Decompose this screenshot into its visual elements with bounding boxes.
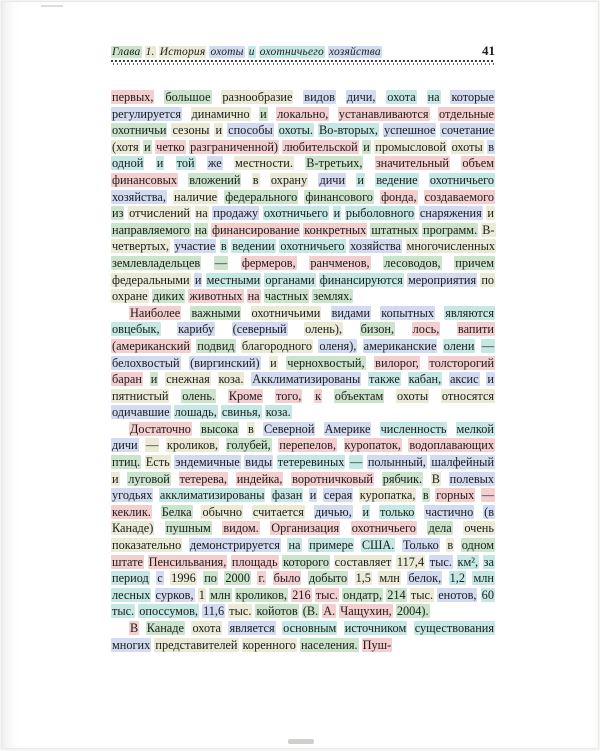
ocr-word-highlight: Во-вторых, — [319, 123, 378, 138]
ocr-word-highlight: охоты — [397, 388, 429, 403]
ocr-word-highlight: овцебык, — [112, 322, 160, 337]
ocr-word-highlight: серая — [323, 488, 353, 503]
ocr-word-highlight: мелкой — [456, 421, 495, 436]
ocr-word-highlight: полынный, — [367, 455, 426, 470]
ocr-word-highlight: и — [270, 355, 277, 370]
ocr-word-highlight: и — [215, 123, 223, 138]
ocr-word-highlight: белок, — [408, 571, 442, 586]
ocr-word-highlight: Кроме — [228, 388, 263, 403]
ocr-word-highlight: баран — [112, 372, 142, 387]
ocr-word-highlight: Наиболее — [130, 305, 181, 320]
ocr-word-highlight: с — [157, 571, 163, 586]
ocr-word-highlight: из — [112, 206, 124, 221]
ocr-word-highlight: и — [112, 471, 119, 486]
paragraph — [111, 89, 495, 305]
ocr-word-highlight: является — [229, 621, 275, 635]
ocr-word-highlight: дичи — [319, 172, 346, 187]
ocr-word-highlight: 1996 — [171, 571, 196, 586]
ocr-word-highlight: землевладельцев — [112, 255, 201, 270]
ocr-word-highlight: Есть — [145, 455, 170, 470]
ocr-word-highlight: — — [481, 488, 495, 503]
ocr-word-highlight: местности. — [235, 156, 293, 171]
ocr-word-highlight: 117,4 — [396, 554, 425, 569]
ocr-word-highlight: — — [349, 455, 363, 470]
ocr-word-highlight: являются — [445, 305, 495, 320]
ocr-word-highlight: дичи — [112, 438, 138, 453]
ocr-word-highlight: пятнистый — [112, 388, 169, 403]
ocr-word-highlight: объектам — [334, 388, 384, 403]
ocr-word-highlight: акклиматизированы — [159, 488, 265, 503]
ocr-word-highlight: горных — [436, 488, 475, 503]
paragraph — [111, 305, 495, 421]
ocr-word-highlight: хозяйства, — [112, 189, 166, 204]
ocr-word-highlight: млн — [210, 587, 231, 602]
ocr-word-highlight: 1,5 — [355, 571, 371, 586]
ocr-word-highlight: птиц. — [112, 455, 141, 470]
ocr-word-highlight: и — [248, 46, 255, 58]
chapter-title — [111, 46, 382, 58]
ocr-word-highlight: органами — [265, 272, 315, 287]
ocr-word-highlight: 1 — [198, 587, 205, 602]
ocr-word-highlight: карибу — [178, 322, 215, 337]
ocr-word-highlight: наличие — [174, 189, 218, 204]
ocr-word-highlight: охотничьего — [280, 239, 345, 254]
ocr-word-highlight: пушным — [165, 521, 211, 536]
ocr-word-highlight: охота — [387, 90, 416, 104]
ocr-word-highlight: охотничьего — [351, 521, 416, 536]
ocr-word-highlight: 11,6 — [203, 604, 225, 619]
ocr-word-highlight: видов — [304, 90, 335, 104]
ocr-word-highlight: очень — [464, 521, 494, 536]
ocr-word-highlight: также — [369, 372, 400, 387]
ocr-word-highlight: Чащухин, — [340, 604, 392, 619]
ocr-word-highlight: землях. — [313, 289, 353, 304]
ocr-word-highlight: (В. — [302, 604, 319, 619]
ocr-word-highlight: куропатка, — [359, 488, 416, 503]
ocr-word-highlight: частично — [425, 504, 474, 519]
ocr-word-highlight: Только — [402, 538, 439, 553]
ocr-word-highlight: толсторогий — [429, 355, 495, 370]
ocr-word-highlight: и — [487, 206, 494, 221]
ocr-word-highlight: большое — [165, 90, 211, 104]
ocr-word-highlight: рябчик. — [382, 471, 423, 486]
ocr-word-highlight: и — [309, 488, 317, 503]
ocr-word-highlight: в — [248, 421, 254, 436]
ocr-word-highlight: млн — [379, 571, 400, 586]
ocr-word-highlight: штатных — [371, 222, 418, 237]
ocr-word-highlight: охотничьего — [259, 46, 324, 58]
ocr-word-highlight: многочисленных — [406, 239, 496, 254]
ocr-word-highlight: тыс. — [429, 554, 452, 569]
ocr-word-highlight: демонстрируется — [189, 538, 280, 553]
ocr-word-highlight: примере — [309, 538, 354, 553]
ocr-word-highlight: 60 — [481, 587, 494, 602]
ocr-word-highlight: федерального — [225, 189, 298, 204]
ocr-word-highlight: (северный — [232, 322, 287, 337]
ocr-word-highlight: 1. — [145, 46, 155, 58]
ocr-word-highlight: и — [144, 139, 151, 154]
ocr-word-highlight: 214 — [387, 587, 406, 602]
ocr-word-highlight: охоты — [210, 46, 244, 58]
ocr-word-highlight: и — [156, 156, 164, 171]
ocr-word-highlight: Организация — [271, 521, 340, 536]
ocr-word-highlight: охотничьего — [429, 172, 495, 187]
ocr-word-highlight: относятся — [441, 388, 495, 403]
ocr-word-highlight: голубей, — [226, 438, 271, 453]
ocr-word-highlight: мероприятия — [408, 272, 477, 287]
ocr-word-highlight: чернохвостый, — [287, 355, 365, 370]
ocr-word-highlight: виды — [245, 455, 273, 470]
ocr-word-highlight: направляемого — [112, 222, 190, 237]
ocr-word-highlight: 2000 — [225, 571, 250, 586]
ocr-word-highlight: (американский — [112, 338, 190, 353]
ocr-word-highlight: лось, — [412, 322, 440, 337]
ocr-word-highlight: снаряжения — [419, 206, 482, 221]
ocr-word-highlight: и — [150, 372, 158, 387]
ocr-word-highlight: участие — [174, 239, 216, 254]
ocr-word-highlight: регулируется — [112, 106, 182, 121]
ocr-word-highlight: к — [315, 388, 322, 403]
ocr-word-highlight: лошадь, — [174, 405, 217, 420]
ocr-word-highlight: одном — [461, 538, 495, 553]
ocr-word-highlight: объем — [462, 156, 495, 171]
ocr-word-highlight: существования — [414, 621, 495, 635]
ocr-word-highlight: ранчменов, — [310, 255, 370, 270]
ocr-word-highlight: обычно — [202, 504, 243, 519]
ocr-word-highlight: продажу — [213, 206, 259, 221]
ocr-word-highlight: диких — [152, 289, 185, 304]
ocr-word-highlight: Белка — [161, 504, 192, 519]
ocr-word-highlight: и — [333, 206, 341, 221]
ocr-word-highlight: кроликов, — [235, 587, 287, 602]
ocr-word-highlight: кроликов, — [166, 438, 219, 453]
scan-artifact — [288, 739, 314, 744]
ocr-word-highlight: охоты — [451, 139, 483, 154]
ocr-word-highlight: охота — [192, 621, 221, 635]
ocr-word-highlight: и — [487, 372, 494, 387]
ocr-word-highlight: того, — [276, 388, 302, 403]
ocr-word-highlight: вапити — [457, 322, 494, 337]
ocr-word-highlight: тыс. — [410, 587, 434, 602]
text-column — [111, 89, 495, 653]
ocr-word-highlight: видами — [331, 305, 371, 320]
ocr-word-highlight: В — [431, 471, 440, 486]
ocr-word-highlight: индейка, — [236, 471, 283, 486]
ocr-word-highlight: финансового — [305, 189, 373, 204]
ocr-word-highlight: Акклиматизированы — [252, 372, 361, 387]
ocr-word-highlight: на — [247, 289, 260, 304]
ocr-word-highlight: охотничьими — [251, 305, 321, 320]
ocr-word-highlight: способы — [228, 123, 273, 138]
ocr-word-highlight: конкретных — [304, 222, 367, 237]
ocr-word-highlight: коза. — [265, 405, 291, 420]
ocr-word-highlight: История — [159, 46, 206, 58]
ocr-word-highlight: добыто — [308, 571, 348, 586]
ocr-word-highlight: штате — [112, 554, 143, 569]
ocr-word-highlight: многих — [112, 637, 151, 652]
ocr-word-highlight: тыс. — [315, 587, 338, 602]
ocr-word-highlight: Северной — [263, 421, 315, 436]
ocr-word-highlight: показательно — [112, 538, 182, 553]
ocr-word-highlight: за — [483, 554, 494, 569]
ocr-word-highlight: фазан — [271, 488, 303, 503]
ocr-word-highlight: фонда, — [381, 189, 417, 204]
ocr-word-highlight: США. — [361, 538, 395, 553]
ocr-word-highlight: лесоводов, — [384, 255, 441, 270]
ocr-word-highlight: (хотя — [112, 139, 139, 154]
ocr-word-highlight: локально, — [277, 106, 329, 121]
ocr-word-highlight: — — [481, 338, 495, 353]
ocr-word-highlight: тетерева, — [179, 471, 228, 486]
paragraph — [111, 620, 495, 653]
ocr-word-highlight: которые — [451, 90, 495, 104]
ocr-word-highlight: снежная — [166, 372, 210, 387]
ocr-word-highlight: было — [273, 571, 301, 586]
ocr-word-highlight: Канаде — [146, 621, 184, 635]
ocr-word-highlight: лесных — [112, 587, 151, 602]
ocr-word-highlight: дичи, — [346, 90, 376, 104]
ocr-word-highlight: федеральными — [112, 272, 190, 287]
ocr-word-highlight: Глава — [112, 46, 141, 58]
ocr-word-highlight: Канаде) — [112, 521, 154, 536]
ocr-word-highlight: только — [379, 504, 415, 519]
ocr-word-highlight: представителей — [155, 637, 238, 652]
ocr-word-highlight: ведение — [376, 172, 418, 187]
ocr-word-highlight: 1,2 — [449, 571, 466, 586]
ocr-word-highlight: высока — [201, 421, 238, 436]
ocr-word-highlight: шалфейный — [431, 455, 495, 470]
ocr-word-highlight: в — [447, 538, 454, 553]
ocr-word-highlight: охоты. — [278, 123, 313, 138]
ocr-word-highlight: Пенсильвания, — [148, 554, 227, 569]
ocr-word-highlight: промысловой — [375, 139, 447, 154]
ocr-word-highlight: сурков, — [155, 587, 194, 602]
ocr-word-highlight: кабан, — [408, 372, 442, 387]
ocr-word-highlight: основным — [283, 621, 337, 635]
ocr-word-highlight: на — [195, 206, 208, 221]
ocr-word-highlight: и — [260, 106, 267, 121]
ocr-word-highlight: коза. — [218, 372, 244, 387]
ocr-word-highlight: г. — [258, 571, 266, 586]
ocr-word-highlight: белохвостый — [112, 355, 180, 370]
ocr-word-highlight: кеклик. — [112, 504, 151, 519]
ocr-word-highlight: оленя), — [319, 338, 357, 353]
ocr-word-highlight: и — [357, 172, 364, 187]
ocr-word-highlight: составляет — [334, 554, 392, 569]
ocr-word-highlight: той — [176, 156, 195, 171]
ocr-word-highlight: устанавливаются — [338, 106, 429, 121]
ocr-word-highlight: на — [288, 538, 301, 553]
ocr-word-highlight: бизон, — [360, 322, 395, 337]
ocr-word-highlight: подвид — [197, 338, 235, 353]
ocr-word-highlight: и — [363, 139, 370, 154]
ocr-word-highlight: фермеров, — [241, 255, 296, 270]
ocr-word-highlight: в — [220, 239, 227, 254]
ocr-word-highlight: тетеревиных — [277, 455, 345, 470]
ocr-word-highlight: перепелов, — [279, 438, 337, 453]
ocr-word-highlight: хозяйства — [328, 46, 381, 58]
page-number: 41 — [482, 43, 495, 58]
ocr-word-highlight: охотничьи — [112, 123, 167, 138]
ocr-word-highlight: же — [207, 156, 222, 171]
ocr-word-highlight: охране — [112, 289, 148, 304]
ocr-word-highlight: эндемичные — [175, 455, 240, 470]
ocr-word-highlight: и — [362, 504, 370, 519]
ocr-word-highlight: создаваемого — [424, 189, 495, 204]
ocr-word-highlight: Америке — [324, 421, 371, 436]
ocr-word-highlight: разграниченной) — [190, 139, 279, 154]
ocr-word-highlight: В-третьих, — [306, 156, 363, 171]
running-header — [111, 43, 495, 59]
ocr-word-highlight: воротничковый — [292, 471, 374, 486]
ocr-word-highlight: олень. — [182, 388, 216, 403]
ocr-word-highlight: животных — [189, 289, 243, 304]
ocr-word-highlight: А. — [323, 604, 336, 619]
ocr-word-highlight: финансовых — [112, 172, 177, 187]
ocr-word-highlight: сезоны — [172, 123, 210, 138]
ocr-word-highlight: коренного — [242, 637, 296, 652]
ocr-word-highlight: олени — [443, 338, 475, 353]
ocr-word-highlight: источником — [344, 621, 407, 635]
ocr-word-highlight: угодьях — [112, 488, 153, 503]
ocr-word-highlight: причем — [455, 255, 494, 270]
ocr-word-highlight: площадь — [231, 554, 278, 569]
ocr-word-highlight: финансируются — [319, 272, 403, 287]
ocr-word-highlight: одной — [112, 156, 144, 171]
ocr-word-highlight: населения. — [300, 637, 358, 652]
ocr-word-highlight: тыс. — [112, 604, 135, 619]
ocr-word-highlight: хозяйства — [350, 239, 401, 254]
ocr-word-highlight: (в — [484, 504, 494, 519]
ocr-word-highlight: в — [252, 172, 259, 187]
ocr-word-highlight: тыс. — [229, 604, 252, 619]
ocr-word-highlight: в — [488, 139, 495, 154]
ocr-word-highlight: считается — [252, 504, 304, 519]
ocr-word-highlight: важными — [191, 305, 241, 320]
ocr-word-highlight: водоплавающих — [409, 438, 495, 453]
ocr-word-highlight: благородного — [241, 338, 313, 353]
ocr-word-highlight: американские — [363, 338, 437, 353]
ocr-word-highlight: полевых — [449, 471, 495, 486]
ocr-word-highlight: по — [481, 272, 495, 287]
ocr-word-highlight: свинья, — [221, 405, 261, 420]
ocr-word-highlight: которого — [283, 554, 330, 569]
ocr-word-highlight: видом. — [223, 521, 259, 536]
ocr-word-highlight: енотов, — [438, 587, 477, 602]
ocr-word-highlight: на — [194, 222, 207, 237]
ocr-word-highlight: программ. — [422, 222, 478, 237]
ocr-word-highlight: (виргинский) — [190, 355, 260, 370]
ocr-word-highlight: опоссумов, — [139, 604, 198, 619]
ocr-word-highlight: численность — [380, 421, 447, 436]
ocr-word-highlight: — — [146, 438, 159, 453]
ocr-word-highlight: охотничьего — [263, 206, 328, 221]
ocr-word-highlight: отдельные — [439, 106, 494, 121]
ocr-word-highlight: км², — [457, 554, 479, 569]
ocr-word-highlight: по — [204, 571, 217, 586]
ocr-word-highlight: финансирование — [211, 222, 300, 237]
ocr-word-highlight: отчислений — [129, 206, 190, 221]
header-rule — [111, 60, 495, 65]
ocr-word-highlight: успешное — [384, 123, 436, 138]
paragraph — [111, 421, 495, 620]
ocr-word-highlight: аксис — [449, 372, 479, 387]
ocr-word-highlight: одичавшие — [112, 405, 170, 420]
ocr-word-highlight: любительской — [283, 139, 358, 154]
ocr-word-highlight: — — [214, 255, 228, 270]
ocr-word-highlight: копытных — [381, 305, 434, 320]
ocr-word-highlight: динамично — [191, 106, 250, 121]
ocr-word-highlight: сочетание — [441, 123, 495, 138]
ocr-word-highlight: дела — [428, 521, 452, 536]
ocr-word-highlight: первых, — [112, 90, 154, 104]
ocr-word-highlight: Достаточно — [130, 421, 191, 436]
ocr-word-highlight: луговой — [128, 471, 170, 486]
book-page-scan — [1, 1, 599, 749]
ocr-word-highlight: ведении — [232, 239, 275, 254]
scan-artifact — [41, 5, 63, 7]
ocr-word-highlight: на — [427, 90, 440, 104]
ocr-word-highlight: в — [422, 488, 429, 503]
ocr-word-highlight: вложений — [189, 172, 241, 187]
ocr-word-highlight: период — [112, 571, 149, 586]
ocr-word-highlight: четко — [156, 139, 185, 154]
ocr-word-highlight: Пуш- — [362, 637, 392, 652]
ocr-word-highlight: 2004). — [396, 604, 429, 619]
ocr-word-highlight: В-четвертых, — [112, 222, 495, 254]
ocr-word-highlight: 216 — [292, 587, 311, 602]
ocr-word-highlight: разнообразие — [222, 90, 293, 104]
ocr-word-highlight: рыболовного — [345, 206, 415, 221]
ocr-word-highlight: и — [194, 272, 202, 287]
ocr-word-highlight: частных — [264, 289, 309, 304]
ocr-word-highlight: куропаток, — [344, 438, 401, 453]
ocr-word-highlight: олень), — [305, 322, 343, 337]
ocr-word-highlight: дичью, — [314, 504, 352, 519]
ocr-word-highlight: млн — [473, 571, 494, 586]
ocr-word-highlight: В — [130, 621, 139, 635]
ocr-word-highlight: койотов — [256, 604, 298, 619]
ocr-word-highlight: местными — [206, 272, 261, 287]
ocr-word-highlight: вилорог, — [375, 355, 419, 370]
ocr-word-highlight: значительный — [375, 156, 449, 171]
ocr-word-highlight: ондатр, — [343, 587, 383, 602]
ocr-word-highlight: охрану — [270, 172, 308, 187]
